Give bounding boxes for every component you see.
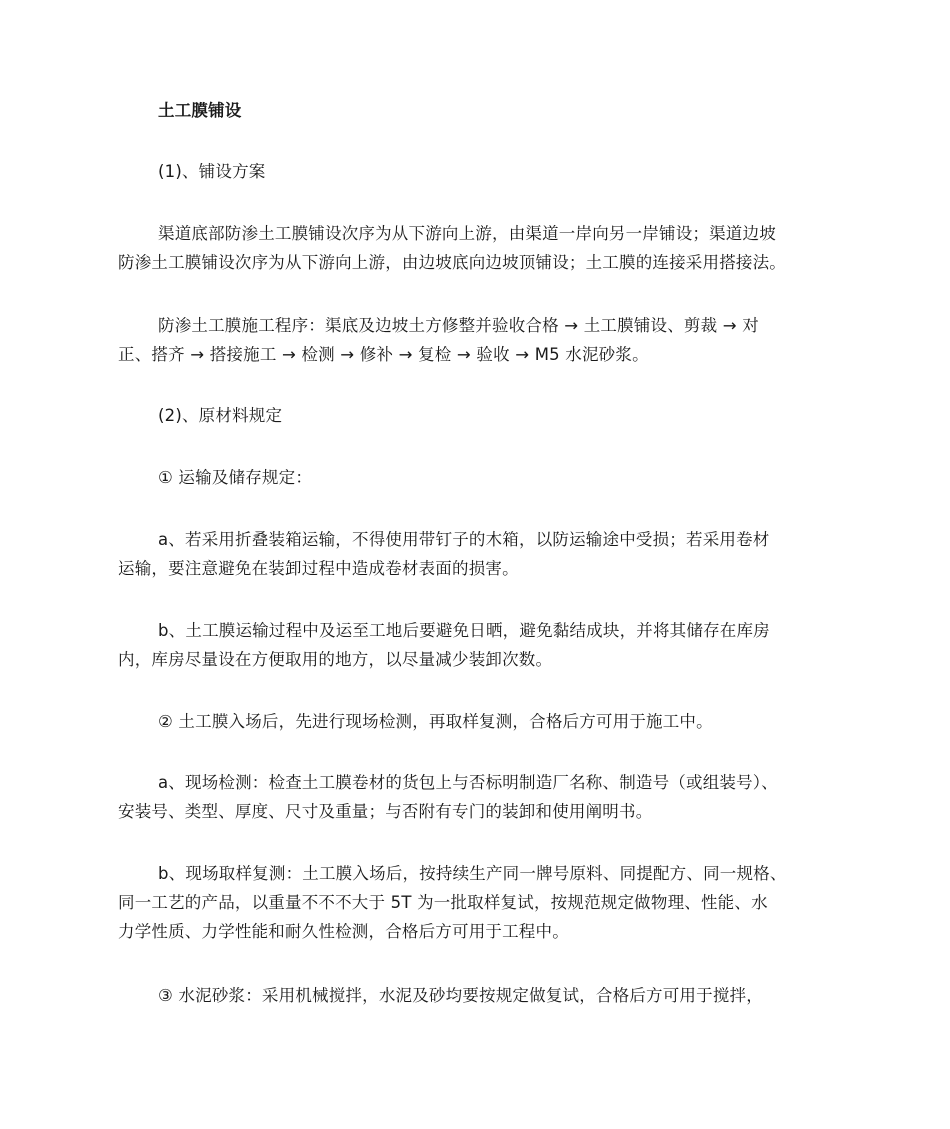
paragraph-line: 防渗土工膜施工程序：渠底及边坡土方修整并验收合格 → 土工膜铺设、剪裁 → 对 [158,316,759,335]
item-2-a [118,768,834,826]
item-1-b [118,616,834,674]
title-text: 土工膜铺设 [158,101,242,120]
paragraph-line: 同一工艺的产品，以重量不不不大于 5T 为一批取样复试，按规范规定做物理、性能、水 [118,893,768,912]
item-3-heading [118,981,834,1010]
paragraph-line: 正、搭齐 → 搭接施工 → 检测 → 修补 → 复检 → 验收 → M5 水泥砂浆。 [118,345,649,364]
item-2-heading [118,707,834,736]
section-1-title-text: (1)、铺设方案 [158,162,266,181]
paragraph-line: b、现场取样复测：土工膜入场后，按持续生产同一牌号原料、同提配方、同一规格、 [158,864,787,883]
paragraph-line: a、若采用折叠装箱运输，不得使用带钉子的木箱，以防运输途中受损；若采用卷材 [158,530,770,549]
paragraph-line: 防渗土工膜铺设次序为从下游向上游，由边坡底向边坡顶铺设；土工膜的连接采用搭接法。 [118,253,786,272]
item-1-text: ① 运输及储存规定： [158,468,313,487]
section-2-title [118,401,834,430]
paragraph-line: 内，库房尽量设在方便取用的地方，以尽量减少装卸次数。 [118,650,553,669]
paragraph-line: 渠道底部防渗土工膜铺设次序为从下游向上游，由渠道一岸向另一岸铺设；渠道边坡 [158,224,776,243]
paragraph-line: 运输，要注意避免在装卸过程中造成卷材表面的损害。 [118,559,519,578]
paragraph-line: 安装号、类型、厚度、尺寸及重量；与否附有专门的装卸和使用阐明书。 [118,802,653,821]
section-2-title-text: (2)、原材料规定 [158,406,283,425]
paragraph-line: a、现场检测：检查土工膜卷材的货包上与否标明制造厂名称、制造号（或组装号）、 [158,773,778,792]
item-2-b [118,859,834,946]
item-1-heading [118,463,834,492]
document-title [118,96,834,125]
item-1-a [118,525,834,583]
paragraph-laying-order [118,219,834,277]
item-3-text: ③ 水泥砂浆：采用机械搅拌，水泥及砂均要按规定做复试，合格后方可用于搅拌， [158,986,763,1005]
section-1-title [118,157,834,186]
paragraph-construction-procedure [118,311,834,369]
item-2-text: ② 土工膜入场后，先进行现场检测，再取样复测，合格后方可用于施工中。 [158,712,713,731]
paragraph-line: 力学性质、力学性能和耐久性检测，合格后方可用于工程中。 [118,922,569,941]
paragraph-line: b、土工膜运输过程中及运至工地后要避免日晒，避免黏结成块，并将其储存在库房 [158,621,770,640]
